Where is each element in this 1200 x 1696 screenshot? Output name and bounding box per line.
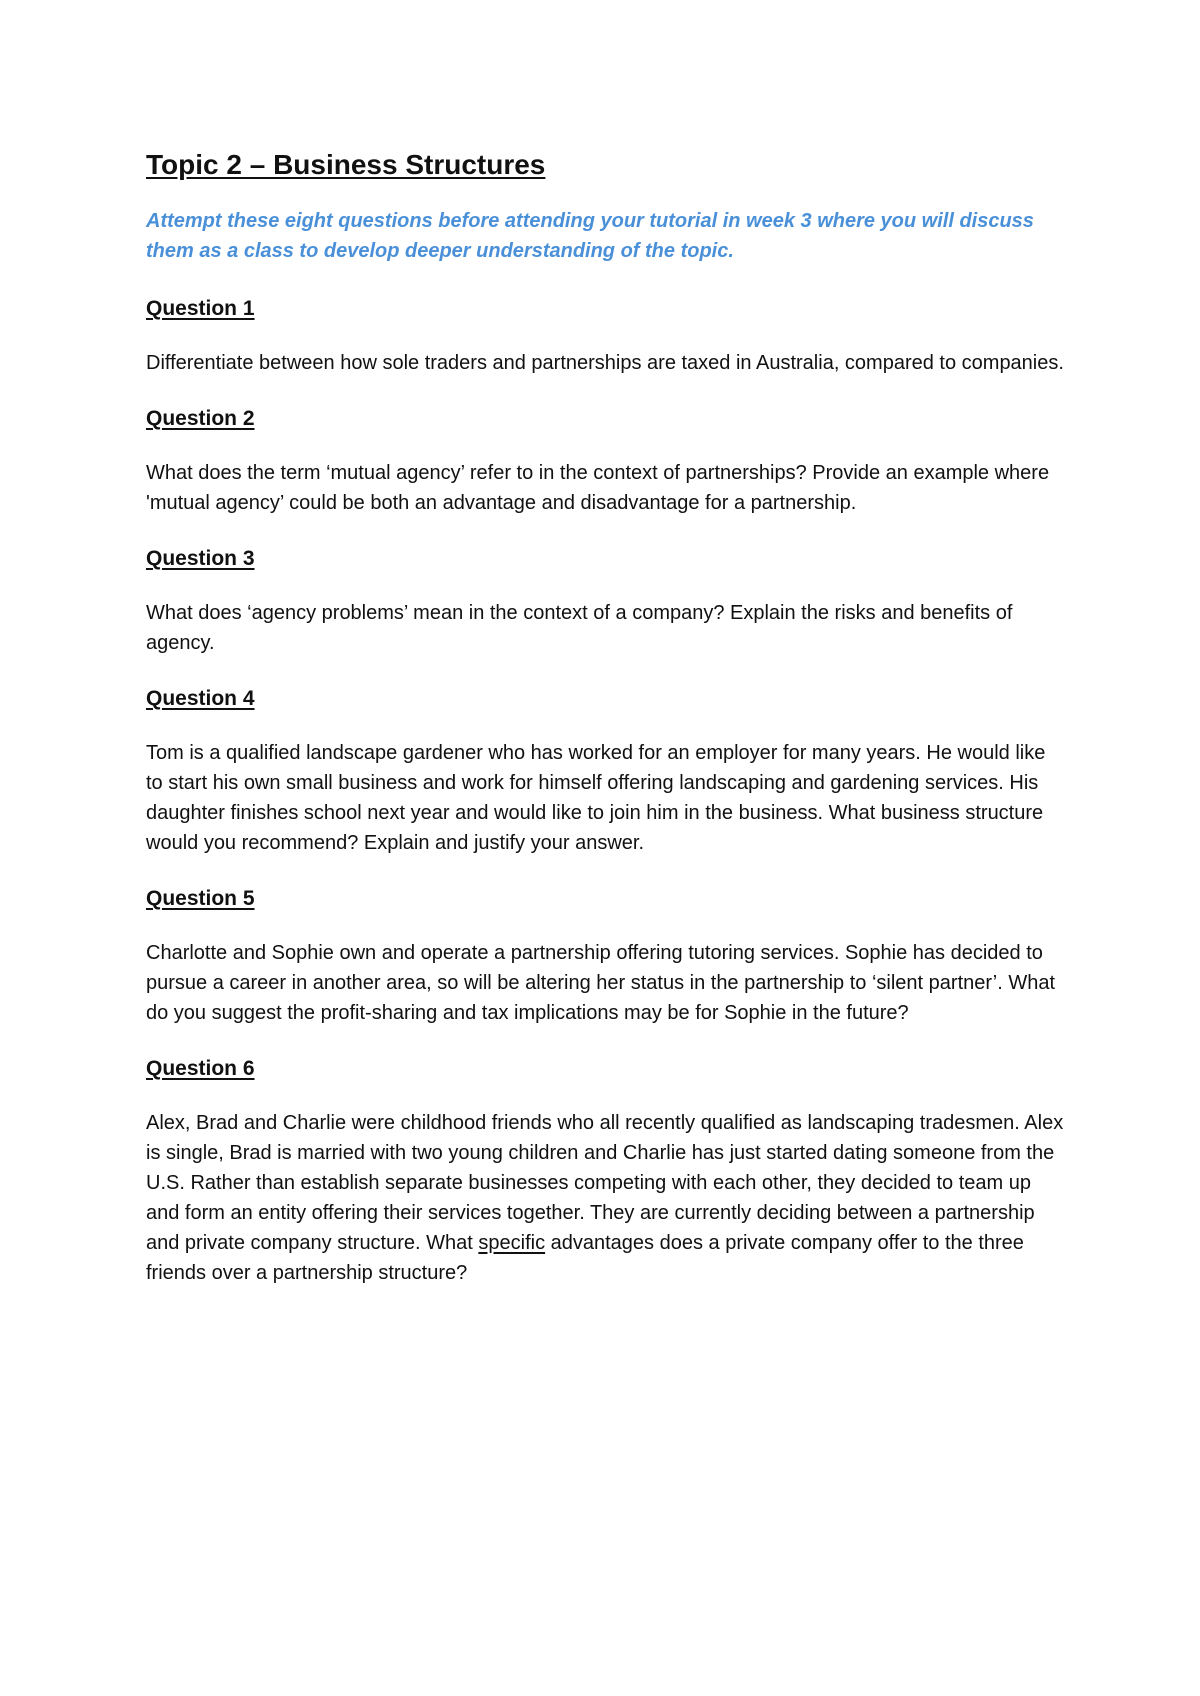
question-heading: Question 5 [146, 887, 255, 910]
question-5 [146, 884, 1066, 1028]
question-body: Differentiate between how sole traders and partnerships are taxed in Australia, compared to companies. [146, 352, 1064, 374]
page-title: Topic 2 – Business Structures [146, 149, 546, 180]
question-1 [146, 294, 1066, 378]
question-heading: Question 3 [146, 547, 255, 570]
question-body: What does the term ‘mutual agency’ refer to in the context of partnerships? Provide an example where 'mutual agency’ could be both an advantage and disadvantage for a partnership. [146, 462, 1050, 514]
question-4 [146, 684, 1066, 858]
question-2 [146, 404, 1066, 518]
question-body: Charlotte and Sophie own and operate a partnership offering tutoring services. Sophie has decided to pursue a career in another area, so will be altering her status in the partnership to ‘silent partner’. What do you suggest the profit-sharing and tax implications may be for Sophie in the future? [146, 942, 1056, 1024]
emphasis-word: specific [478, 1232, 546, 1254]
question-body-part: Alex, Brad and Charlie were childhood friends who all recently qualified as landscaping tradesmen. Alex is single, Brad is married with two young children and Charlie has just started dating someone from the U.S. Rather than establish separate businesses competing with each other, they decided to team up and form an entity offering their services together. They are currently deciding between a partnership and private company structure. What [146, 1112, 1064, 1254]
document-page [146, 146, 1066, 1314]
question-6 [146, 1054, 1066, 1288]
question-heading: Question 1 [146, 297, 255, 320]
question-body: Tom is a qualified landscape gardener who has worked for an employer for many years. He would like to start his own small business and work for himself offering landscaping and gardening services. His daughter finishes school next year and would like to join him in the business. What business structure would you recommend? Explain and justify your answer. [146, 742, 1046, 854]
question-body: What does ‘agency problems’ mean in the context of a company? Explain the risks and benefits of agency. [146, 602, 1013, 654]
question-body [146, 1108, 1066, 1288]
question-heading: Question 4 [146, 687, 255, 710]
question-heading: Question 2 [146, 407, 255, 430]
question-3 [146, 544, 1066, 658]
question-body-part: advantages does a private company offer to the three friends over a partnership structure? [146, 1232, 1024, 1284]
question-heading: Question 6 [146, 1057, 255, 1080]
intro-instructions: Attempt these eight questions before attending your tutorial in week 3 where you will discuss them as a class to develop deeper understanding of the topic. [146, 210, 1034, 262]
